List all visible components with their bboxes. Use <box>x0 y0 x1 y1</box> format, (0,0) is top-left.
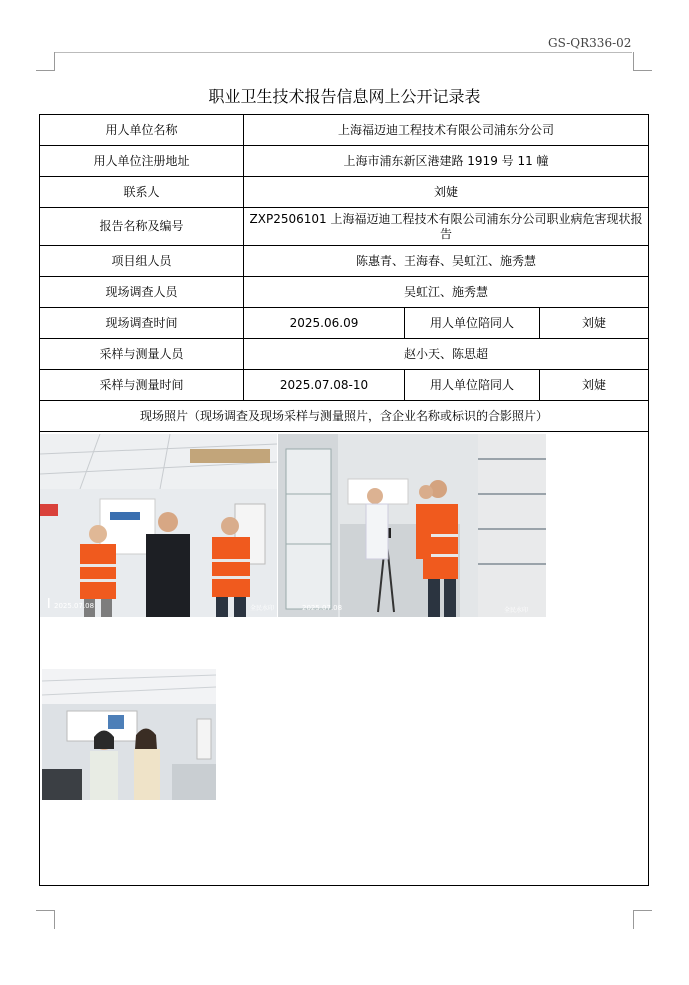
crop-mark-top-left <box>36 52 55 71</box>
team-value: 陈惠青、王海春、吴虹江、施秀慧 <box>244 246 649 277</box>
escort-label: 用人单位陪同人 <box>405 370 540 401</box>
escort-label: 用人单位陪同人 <box>405 308 540 339</box>
survey-time-label: 现场调查时间 <box>40 308 244 339</box>
site-photo-group-sampling <box>42 669 216 800</box>
header-rule <box>55 52 632 53</box>
team-label: 项目组人员 <box>40 246 244 277</box>
site-photo-sampling <box>278 434 546 617</box>
employer-address-label: 用人单位注册地址 <box>40 146 244 177</box>
survey-staff-value: 吴虹江、施秀慧 <box>244 277 649 308</box>
crop-mark-bottom-right <box>633 910 652 929</box>
document-code: GS-QR336-02 <box>548 36 632 50</box>
photo-date-stamp: 2025.07.08 <box>54 602 95 610</box>
crop-mark-bottom-left <box>36 910 55 929</box>
employer-name-value: 上海福迈迪工程技术有限公司浦东分公司 <box>244 115 649 146</box>
site-photo-group-survey <box>40 434 277 617</box>
contact-label: 联系人 <box>40 177 244 208</box>
employer-name-label: 用人单位名称 <box>40 115 244 146</box>
record-table <box>39 114 649 886</box>
sampling-staff-value: 赵小天、陈思超 <box>244 339 649 370</box>
survey-staff-label: 现场调查人员 <box>40 277 244 308</box>
photo-watermark: 全民水印 <box>250 605 275 612</box>
sampling-staff-label: 采样与测量人员 <box>40 339 244 370</box>
survey-time-value: 2025.06.09 <box>244 308 405 339</box>
page-title: 职业卫生技术报告信息网上公开记录表 <box>208 87 481 106</box>
report-label: 报告名称及编号 <box>40 208 244 246</box>
escort-value: 刘婕 <box>540 370 649 401</box>
photos-area <box>40 432 649 886</box>
photo-watermark: 全民水印 <box>504 607 529 614</box>
report-value: ZXP2506101 上海福迈迪工程技术有限公司浦东分公司职业病危害现状报告 <box>244 208 649 246</box>
escort-value: 刘婕 <box>540 308 649 339</box>
crop-mark-top-right <box>633 52 652 71</box>
sampling-time-label: 采样与测量时间 <box>40 370 244 401</box>
photos-label: 现场照片（现场调查及现场采样与测量照片，含企业名称或标识的合影照片） <box>40 401 649 432</box>
photo-date-stamp: 2025.07.08 <box>302 604 343 612</box>
sampling-time-value: 2025.07.08-10 <box>244 370 405 401</box>
contact-value: 刘婕 <box>244 177 649 208</box>
employer-address-value: 上海市浦东新区港建路 1919 号 11 幢 <box>244 146 649 177</box>
